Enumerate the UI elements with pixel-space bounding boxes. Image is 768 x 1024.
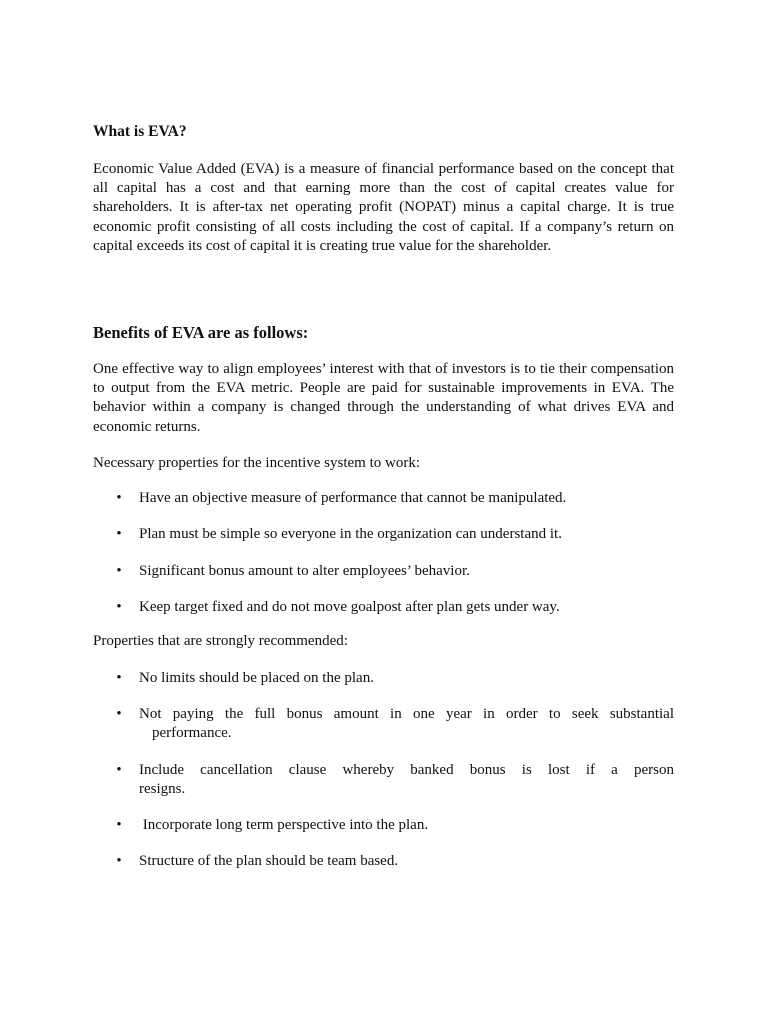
bullet-icon: • (116, 526, 122, 542)
list-item-text: Significant bonus amount to alter employees’ behavior. (139, 563, 470, 579)
list-item (114, 598, 674, 617)
list-item-text: Include cancellation clause whereby banked bonus is lost if a person (139, 762, 674, 778)
list-item (114, 669, 674, 688)
bullet-icon: • (116, 599, 122, 615)
bullet-icon: • (116, 706, 122, 722)
bullet-icon: • (116, 490, 122, 506)
list-item-text: Structure of the plan should be team based. (139, 853, 399, 869)
necessary-properties-intro: Necessary properties for the incentive system to work: (93, 455, 420, 471)
list-item-text-continuation: resigns. (139, 781, 186, 797)
list-item-text: No limits should be placed on the plan. (139, 670, 374, 686)
bullet-icon: • (116, 817, 122, 833)
list-item (114, 562, 674, 581)
heading-what-is-eva: What is EVA? (93, 123, 187, 140)
list-item (114, 816, 674, 835)
bullet-icon: • (116, 853, 122, 869)
bullet-icon: • (116, 563, 122, 579)
document-page (93, 0, 674, 1024)
eva-definition-paragraph: Economic Value Added (EVA) is a measure of financial performance based on the concept that all capital has a cost and that earning more than the cost of capital creates value for shareholders. It is after-tax net operating profit (NOPAT) minus a capital charge. It is true economic profit consisting of all costs including the cost of capital. If a company’s return on capital exceeds its cost of capital it is creating true value for the shareholder. (93, 161, 674, 254)
list-item (114, 852, 674, 871)
heading-benefits-of-eva: Benefits of EVA are as follows: (93, 323, 309, 342)
bullet-icon: • (116, 762, 122, 778)
list-item (114, 705, 674, 743)
list-item (114, 489, 674, 508)
list-item-text: Not paying the full bonus amount in one year in order to seek substantial (139, 706, 674, 722)
recommended-properties-intro: Properties that are strongly recommended: (93, 633, 348, 649)
list-item-text-continuation: performance. (152, 725, 232, 741)
list-item-text: Have an objective measure of performance that cannot be manipulated. (139, 490, 567, 506)
list-item (114, 761, 674, 799)
benefits-paragraph: One effective way to align employees’ interest with that of investors is to tie their compensation to output from the EVA metric. People are paid for sustainable improvements in EVA. The behavior within a company is changed through the understanding of what drives EVA and economic returns. (93, 361, 674, 435)
bullet-icon: • (116, 670, 122, 686)
list-item-text: Plan must be simple so everyone in the organization can understand it. (139, 526, 562, 542)
list-item-text: Keep target fixed and do not move goalpost after plan gets under way. (139, 599, 560, 615)
list-item-text: Incorporate long term perspective into the plan. (139, 817, 429, 833)
list-item (114, 525, 674, 544)
